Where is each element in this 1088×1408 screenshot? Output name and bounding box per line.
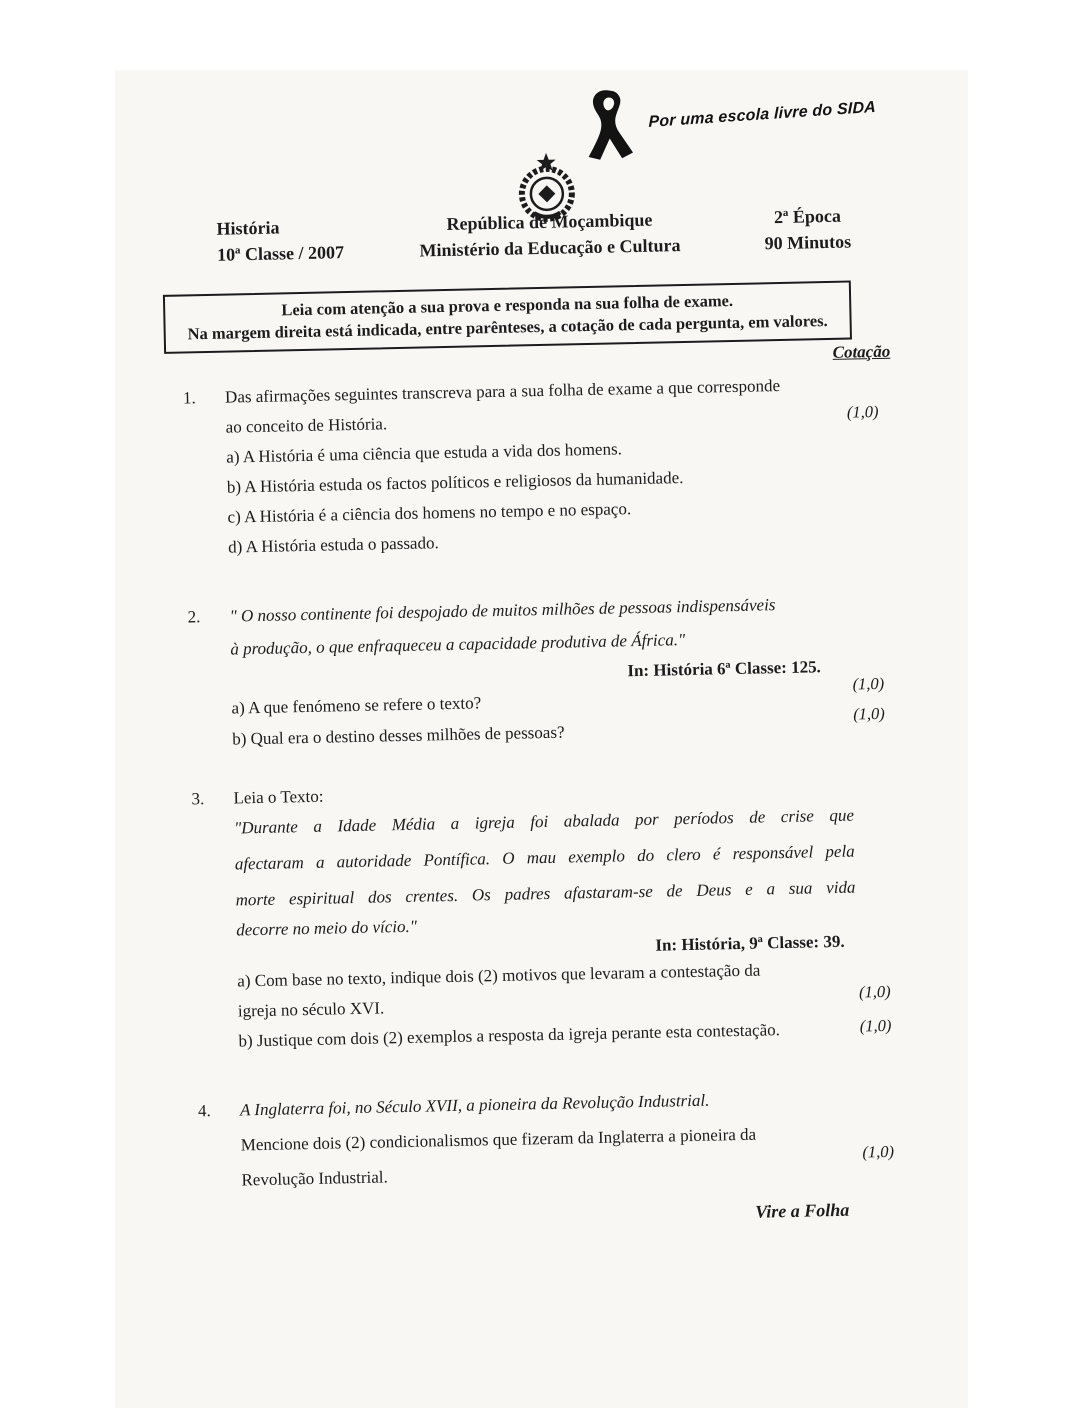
cotacao-value: (1,0) — [859, 1015, 892, 1036]
exam-duration: 90 Minutos — [764, 231, 852, 254]
part-b: b) Qual era o destino desses milhões de pessoas? — [232, 722, 565, 749]
question-line: ao conceito de História. — [225, 414, 388, 437]
question-number: 2. — [187, 607, 201, 627]
instruction-line: Leia com atenção a sua prova e responda na sua folha de exame. — [281, 290, 734, 320]
cotacao-value: (1,0) — [852, 673, 885, 694]
cotacao-value: (1,0) — [858, 981, 891, 1002]
quote-line: morte espiritual dos crentes. Os padres afastaram-se de Deus e a sua vida — [235, 877, 856, 910]
quote-source: In: História 6ª Classe: 125. — [627, 657, 822, 681]
quote-line: decorre no meio do vício." — [236, 916, 418, 940]
question-line: Das afirmações seguintes transcreva para a sua folha de exame a que corresponde — [224, 375, 781, 407]
part-b-line: b) Justique com dois (2) exemplos a resposta da igreja perante esta contestação. — [238, 1020, 781, 1051]
option-b: b) A História estuda os factos políticos e religiosos da humanidade. — [226, 468, 684, 497]
issuer-block — [366, 205, 733, 265]
quote-source: In: História, 9ª Classe: 39. — [655, 931, 845, 955]
part-a-line: igreja no século XVI. — [237, 998, 385, 1021]
cotacao-column-header: Cotação — [832, 341, 891, 362]
option-a: a) A História é uma ciência que estuda a vida dos homens. — [226, 439, 623, 467]
cotacao-value: (1,0) — [862, 1141, 895, 1162]
question-line: Mencione dois (2) condicionalismos que fizeram da Inglaterra a pioneira da — [240, 1124, 757, 1155]
country-name: República de Moçambique — [446, 209, 653, 234]
question-2 — [187, 586, 885, 756]
instruction-line: Na margem direita está indicada, entre parênteses, a cotação de cada pergunta, em valores. — [187, 310, 828, 344]
question-3 — [191, 772, 892, 1057]
question-line: Revolução Industrial. — [241, 1167, 388, 1190]
grade-year: 10ª Classe / 2007 — [216, 242, 345, 265]
instructions-box — [163, 280, 852, 353]
question-number: 3. — [191, 789, 205, 809]
exam-epoch: 2ª Época — [773, 205, 842, 228]
cotacao-value: (1,0) — [846, 401, 879, 422]
ministry-name: Ministério da Educação e Cultura — [419, 235, 681, 261]
question-number: 4. — [197, 1101, 211, 1121]
question-lead: Leia o Texto: — [233, 786, 324, 808]
question-number: 1. — [182, 388, 197, 408]
quote-line: afectaram a autoridade Pontífica. O mau exemplo do clero é responsável pela — [234, 841, 855, 874]
question-4 — [198, 1079, 895, 1199]
question-line: A Inglaterra foi, no Século XVII, a pioneira da Revolução Industrial. — [239, 1090, 710, 1120]
session-block — [742, 202, 873, 257]
subject-title: História — [216, 217, 280, 239]
scan-content — [101, 52, 982, 1408]
exam-paper — [115, 70, 968, 1408]
stamp-slogan: Por uma escola livre do SIDA — [648, 98, 876, 131]
turn-page-note: Vire a Folha — [755, 1199, 850, 1222]
cotacao-value: (1,0) — [853, 703, 886, 724]
part-a-line: a) Com base no texto, indique dois (2) motivos que levaram a contestação da — [237, 960, 761, 991]
quote-line: à produção, o que enfraqueceu a capacidade produtiva de África." — [230, 630, 686, 659]
quote-line: "Durante a Idade Média a igreja foi abalada por períodos de crise que — [233, 805, 855, 838]
exam-subject-block — [216, 213, 344, 268]
awareness-ribbon-icon — [580, 87, 640, 164]
part-a: a) A que fenómeno se refere o texto? — [231, 693, 482, 718]
question-1 — [183, 369, 882, 564]
option-c: c) A História é a ciência dos homens no tempo e no espaço. — [227, 499, 632, 527]
quote-line: " O nosso continente foi despojado de muitos milhões de pessoas indispensáveis — [229, 595, 776, 626]
option-d: d) A História estuda o passado. — [227, 533, 439, 557]
